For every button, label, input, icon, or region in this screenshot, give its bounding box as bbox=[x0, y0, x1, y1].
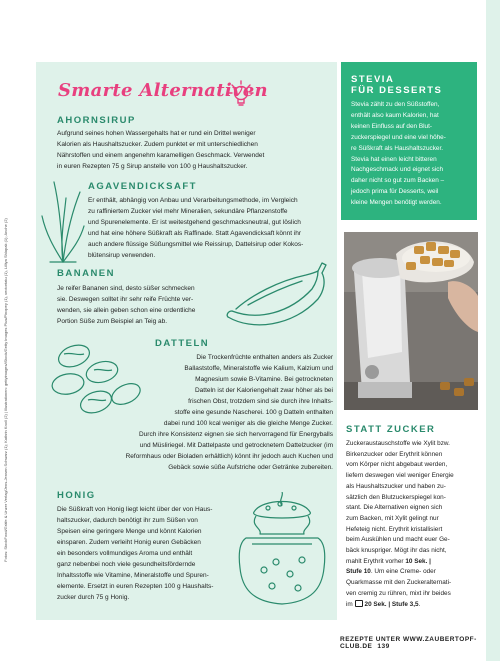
text-datteln: Die Trockenfrüchte enthalten anders als Zucker Ballaststoffe, Mineralstoffe wie Kalium, Kalzium und Magnesium sowie B-Vitamine. Bei getrockneten Datteln ist der Kaloriengehalt zwar höher als bei frischen Obst, trotzdem sind sie durch ihre Inhalts- stoffe eine gesunde Nascherei. 100 g Datteln enthalten dabei rund 100 kcal weniger als die gleiche Menge Zucker. Durch ihre Konsistenz eignen sie sich hervorragend für Energyballs und Müsliriegel. Mit Dattelpaste und getrocknetem Dattelzucker (im Reformhaus oder Bioladen erhältlich) könnt ihr jedoch auch Kuchen und Gebäck sowie süße Aufstriche oder Getränke zubereiten. bbox=[125, 354, 333, 471]
page-edge-bar bbox=[486, 0, 500, 661]
text-ahornsirup: Aufgrund seines hohen Wassergehalts hat er rund ein Drittel weniger Kalorien als Haushaltszucker. Zudem punktet er mit unterschiedlichen Nährstoffen und einem angenehm karamelligen Geschmack. Verwendet in euren Rezepten 75 g Sirup anstelle von 100 g Haushaltszucker. bbox=[57, 130, 265, 170]
honey-jar-illustration bbox=[232, 492, 332, 610]
page-footer bbox=[340, 636, 500, 650]
heading-bananen: BANANEN bbox=[57, 268, 115, 279]
lightbulb-icon bbox=[225, 78, 255, 110]
heading-agavendicksaft: AGAVENDICKSAFT bbox=[88, 181, 197, 192]
text-agavendicksaft: Er enthält, abhängig von Anbau und Verarbeitungsmethode, im Vergleich zu raffiniertem Zucker viel mehr Mineralien, sekundäre Pflanzenstoffe und Spurenelemente. Er ist weitestgehend geschmacksneutral, gut löslich und hat eine höhere Süßkraft als Raffinade. Statt Agavendicksaft könnt ihr auch andere flüssige Süßungsmittel wie Reissirup, Dattelsirup oder Kokos- blütensirup verwenden. bbox=[88, 197, 304, 259]
dates-illustration bbox=[44, 338, 150, 430]
footer-url: REZEPTE UNTER WWW.ZAUBERTOPF-CLUB.DE bbox=[340, 636, 477, 650]
photo-credits: Fotos: StockFood/Gräfe & Unzer Verlag/Jens-Jensen Schwarz (1); Kathrin Knoll (2) | Illustrationen: gettyimages/iStock/Getty Images Plus/Pinopey (1), vectortatu (1), Lilliya Shlapak (1); Anche (2) bbox=[3, 218, 8, 562]
heading-ahornsirup: AHORNSIRUP bbox=[57, 115, 136, 126]
mixer-photo bbox=[344, 232, 478, 410]
page-title: Smarte Alternativen bbox=[58, 80, 268, 101]
heading-statt-zucker: STATT ZUCKER bbox=[346, 424, 436, 435]
mixer-photo-image bbox=[344, 232, 478, 410]
thermomix-mode-icon bbox=[355, 600, 363, 607]
stevia-heading: STEVIA FÜR DESSERTS bbox=[351, 74, 443, 96]
agave-illustration bbox=[40, 178, 86, 264]
text-statt-zucker: Zuckeraustauschstoffe wie Xylit bzw. Birkenzucker oder Erythrit können vom Körper nicht abgebaut werden, liefern deswegen viel weniger Energie als Haushaltszucker und haben zu- sätzlich den Blutzuckerspiegel kon- stant. Die Alternativen eignen sich zum Backen, mit Xylit gelingt nur Hefeteig nicht. Erythrit kristallisiert beim Auskühlen und macht euer Ge- bäck knuspriger. Mögt ihr das nicht, mahlt Erythrit vorher 10 Sek. | Stufe 10. Um eine Creme- oder Quarkmasse mit den Zuckeralternati- ven cremig zu rühren, mixt ihr beides im 20 Sek. | Stufe 3,5. bbox=[346, 440, 454, 608]
heading-honig: HONIG bbox=[57, 490, 96, 501]
stevia-text: Stevia zählt zu den Süßstoffen, enthält also kaum Kalorien, hat keinen Einfluss auf den Blut- zuckerspiegel und eine viel höhe- re Süßkraft als Haushaltszucker. Stevia hat einen leicht bitteren Nachgeschmack und eignet sich daher nicht so gut zum Backen – jedoch prima für Desserts, weil kleine Mengen benötigt werden. bbox=[351, 101, 446, 207]
banana-illustration bbox=[222, 255, 334, 335]
heading-datteln: DATTELN bbox=[155, 338, 210, 349]
text-bananen: Je reifer Bananen sind, desto süßer schmecken sie. Deswegen solltet ihr sehr reife Früchte ver- wenden, sie allein geben schon eine ordentliche Portion Süße zum Beispiel an Teig ab. bbox=[57, 285, 196, 325]
text-honig: Die Süßkraft von Honig liegt leicht über der von Haus- haltszucker, dadurch benötigt ihr zum Süßen von Speisen eine geringere Menge und könnt Kalorien einsparen. Zudem verleiht Honig euren Gebäcken ein besonders vollmundiges Aroma und enthält ganz nebenbei noch viele gesundheitsfördernde Inhaltsstoffe wie Vitamine, Mineralstoffe und Spuren- elemente. Ersetzt in euren Rezepten 100 g Haushalts- zucker durch 75 g Honig. bbox=[57, 506, 214, 601]
stevia-box bbox=[341, 62, 477, 220]
page-number: 139 bbox=[377, 643, 390, 650]
